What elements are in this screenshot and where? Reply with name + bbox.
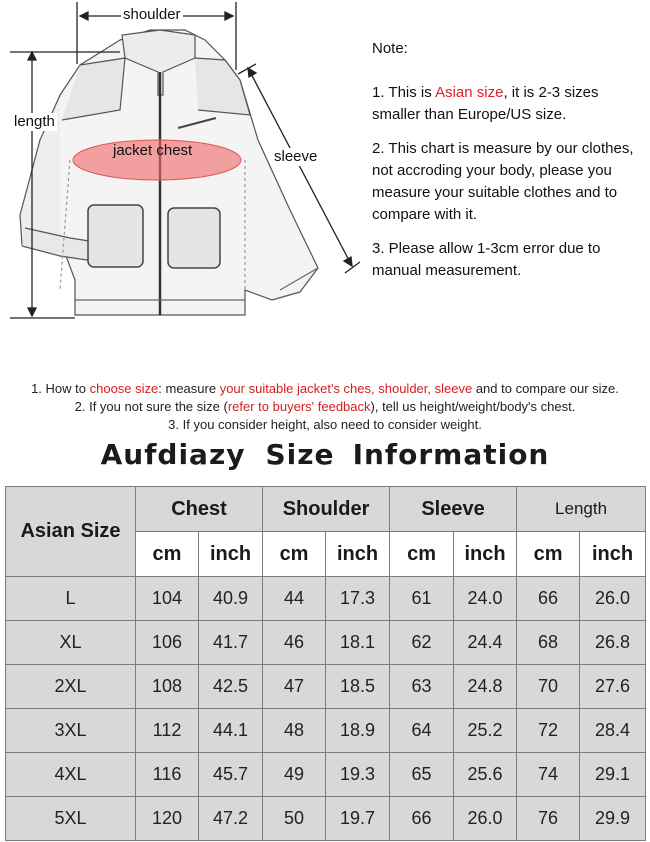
value-cell: 41.7 xyxy=(199,621,263,665)
value-cell: 50 xyxy=(263,797,326,841)
sleeve-label: sleeve xyxy=(274,148,318,165)
size-cell: 5XL xyxy=(6,797,136,841)
notes-block xyxy=(372,38,642,294)
value-cell: 116 xyxy=(136,753,199,797)
guide-line-3: 3. If you consider height, also need to consider weight. xyxy=(168,417,482,432)
value-cell: 62 xyxy=(390,621,454,665)
size-table xyxy=(5,486,646,841)
sleeve-header: Sleeve xyxy=(390,487,517,532)
unit-cell: cm xyxy=(390,532,454,577)
value-cell: 68 xyxy=(517,621,580,665)
note-title: Note: xyxy=(372,40,408,57)
value-cell: 18.9 xyxy=(326,709,390,753)
value-cell: 112 xyxy=(136,709,199,753)
guide-1c: : measure xyxy=(158,381,220,396)
value-cell: 17.3 xyxy=(326,577,390,621)
jacket-chest-label: jacket chest xyxy=(113,142,193,159)
value-cell: 48 xyxy=(263,709,326,753)
size-cell: 2XL xyxy=(6,665,136,709)
value-cell: 44 xyxy=(263,577,326,621)
value-cell: 44.1 xyxy=(199,709,263,753)
value-cell: 42.5 xyxy=(199,665,263,709)
value-cell: 26.0 xyxy=(454,797,517,841)
value-cell: 76 xyxy=(517,797,580,841)
table-row xyxy=(6,621,646,665)
guide-line-2 xyxy=(0,398,650,416)
value-cell: 25.2 xyxy=(454,709,517,753)
table-row xyxy=(6,577,646,621)
size-cell: 3XL xyxy=(6,709,136,753)
unit-cell: inch xyxy=(580,532,646,577)
note-item-1-suffix: , it is 2-3 sizes smaller than Europe/US size. xyxy=(372,84,599,123)
unit-cell: cm xyxy=(263,532,326,577)
size-cell: 4XL xyxy=(6,753,136,797)
value-cell: 18.5 xyxy=(326,665,390,709)
value-cell: 72 xyxy=(517,709,580,753)
table-row xyxy=(6,665,646,709)
shoulder-header: Shoulder xyxy=(263,487,390,532)
value-cell: 28.4 xyxy=(580,709,646,753)
chest-header: Chest xyxy=(136,487,263,532)
guide-line-1 xyxy=(0,380,650,398)
unit-cell: cm xyxy=(517,532,580,577)
value-cell: 24.0 xyxy=(454,577,517,621)
value-cell: 19.7 xyxy=(326,797,390,841)
size-cell: L xyxy=(6,577,136,621)
asian-size-highlight: Asian size xyxy=(435,84,504,101)
value-cell: 65 xyxy=(390,753,454,797)
guide-1b: choose size xyxy=(89,381,159,396)
value-cell: 104 xyxy=(136,577,199,621)
size-information-title xyxy=(0,438,650,471)
value-cell: 29.1 xyxy=(580,753,646,797)
table-row xyxy=(6,797,646,841)
value-cell: 108 xyxy=(136,665,199,709)
asian-size-header: Asian Size xyxy=(6,487,136,577)
guide-1d: your suitable jacket's ches, shoulder, sleeve xyxy=(219,381,473,396)
shoulder-label: shoulder xyxy=(123,6,181,23)
value-cell: 74 xyxy=(517,753,580,797)
value-cell: 47.2 xyxy=(199,797,263,841)
value-cell: 24.4 xyxy=(454,621,517,665)
note-item-1-prefix: 1. This is xyxy=(372,84,436,101)
value-cell: 70 xyxy=(517,665,580,709)
value-cell: 19.3 xyxy=(326,753,390,797)
guide-1a: 1. How to xyxy=(31,381,90,396)
size-guide xyxy=(0,380,650,434)
value-cell: 64 xyxy=(390,709,454,753)
note-item-2: 2. This chart is measure by our clothes, not accroding your body, please you measure your suitable clothes and to compare with it. xyxy=(372,140,634,223)
size-cell: XL xyxy=(6,621,136,665)
length-label: length xyxy=(14,113,55,130)
value-cell: 40.9 xyxy=(199,577,263,621)
title-information: Information xyxy=(352,438,550,471)
jacket-diagram xyxy=(0,0,360,330)
note-item-1 xyxy=(372,82,642,126)
value-cell: 66 xyxy=(517,577,580,621)
unit-cell: inch xyxy=(454,532,517,577)
guide-2a: 2. If you not sure the size ( xyxy=(74,399,228,414)
value-cell: 26.0 xyxy=(580,577,646,621)
value-cell: 120 xyxy=(136,797,199,841)
value-cell: 45.7 xyxy=(199,753,263,797)
value-cell: 63 xyxy=(390,665,454,709)
value-cell: 25.6 xyxy=(454,753,517,797)
length-header: Length xyxy=(517,487,646,532)
value-cell: 26.8 xyxy=(580,621,646,665)
value-cell: 61 xyxy=(390,577,454,621)
note-item-3: 3. Please allow 1-3cm error due to manual measurement. xyxy=(372,240,601,279)
unit-cell: cm xyxy=(136,532,199,577)
unit-cell: inch xyxy=(326,532,390,577)
value-cell: 18.1 xyxy=(326,621,390,665)
table-header-groups xyxy=(6,487,646,532)
value-cell: 106 xyxy=(136,621,199,665)
table-row xyxy=(6,709,646,753)
value-cell: 29.9 xyxy=(580,797,646,841)
value-cell: 49 xyxy=(263,753,326,797)
table-row xyxy=(6,753,646,797)
title-size: Size xyxy=(265,438,335,471)
value-cell: 66 xyxy=(390,797,454,841)
value-cell: 27.6 xyxy=(580,665,646,709)
value-cell: 47 xyxy=(263,665,326,709)
value-cell: 24.8 xyxy=(454,665,517,709)
title-brand: Aufdiazy xyxy=(100,438,246,471)
guide-1e: and to compare our size. xyxy=(472,381,619,396)
guide-2b: refer to buyers' feedback xyxy=(227,399,371,414)
guide-2c: ), tell us height/weight/body's chest. xyxy=(370,399,576,414)
unit-cell: inch xyxy=(199,532,263,577)
value-cell: 46 xyxy=(263,621,326,665)
